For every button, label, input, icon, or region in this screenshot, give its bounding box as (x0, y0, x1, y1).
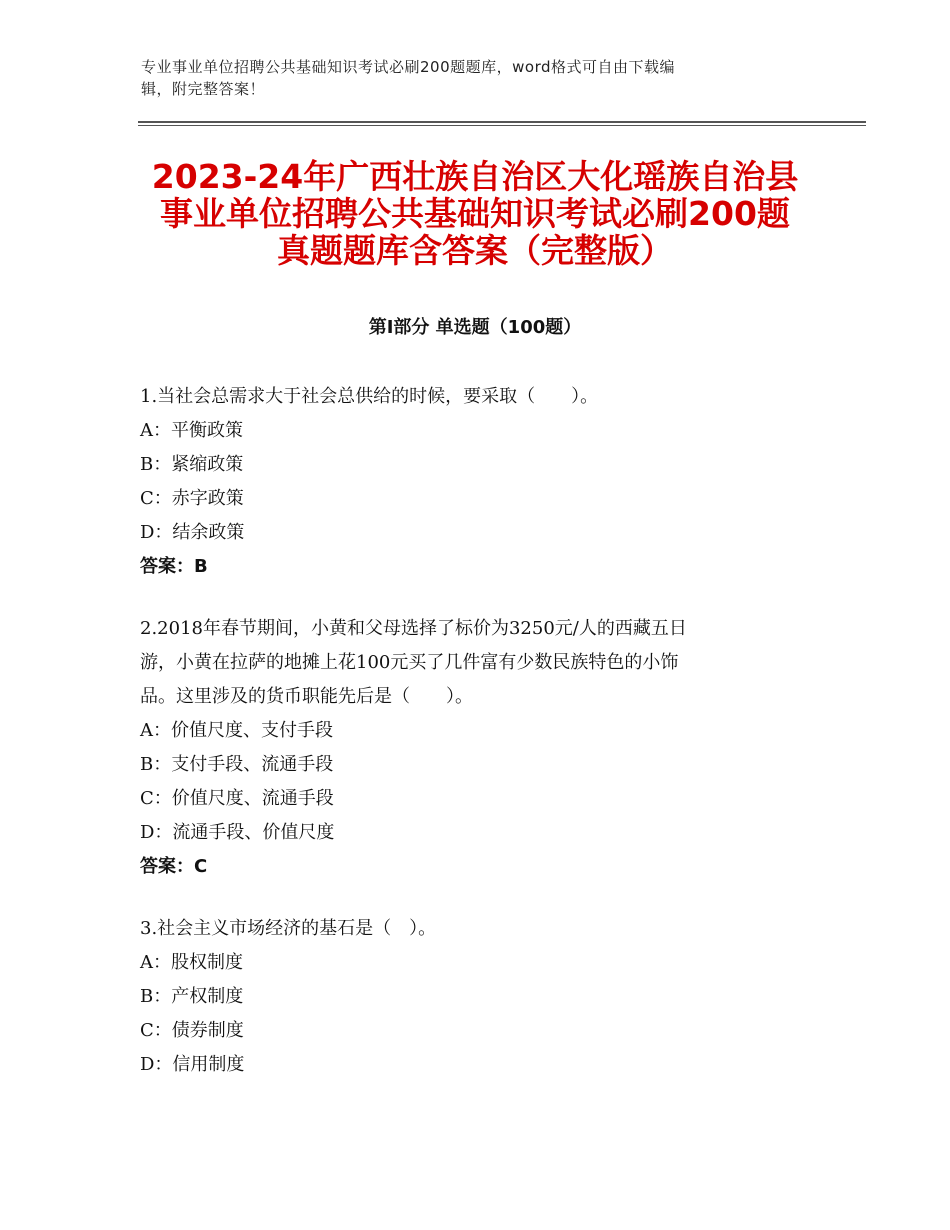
document-title (120, 158, 830, 269)
option-c: C：赤字政策 (140, 488, 244, 509)
answer-label: 答案：B (140, 556, 208, 577)
title-line: 事业单位招聘公共基础知识考试必刷200题 (160, 194, 790, 233)
title-line: 2023-24年广西壮族自治区大化瑶族自治县 (151, 157, 799, 196)
question-item (140, 912, 810, 1082)
answer-label: 答案：C (140, 856, 208, 877)
option-a: A：股权制度 (140, 952, 243, 973)
option-b: B：支付手段、流通手段 (140, 754, 334, 775)
option-c: C：价值尺度、流通手段 (140, 788, 334, 809)
option-d: D：结余政策 (140, 522, 245, 543)
option-d: D：信用制度 (140, 1054, 245, 1075)
option-c: C：债券制度 (140, 1020, 244, 1041)
option-a: A：价值尺度、支付手段 (140, 720, 333, 741)
question-item (140, 380, 810, 584)
question-stem: 3.社会主义市场经济的基石是（ ）。 (140, 918, 437, 939)
header-note (141, 56, 781, 100)
title-line: 真题题库含答案（完整版） (277, 231, 673, 270)
question-stem: 品。这里涉及的货币职能先后是（ ）。 (140, 686, 473, 707)
option-b: B：产权制度 (140, 986, 244, 1007)
option-b: B：紧缩政策 (140, 454, 244, 475)
question-stem: 2.2018年春节期间，小黄和父母选择了标价为3250元/人的西藏五日 (140, 618, 687, 639)
question-item (140, 612, 810, 884)
option-a: A：平衡政策 (140, 420, 243, 441)
question-stem: 游，小黄在拉萨的地摊上花100元买了几件富有少数民族特色的小饰 (140, 652, 679, 673)
header-divider-thin (138, 125, 866, 126)
header-divider (138, 121, 866, 123)
section-title: 第Ⅰ部分 单选题（100题） (368, 317, 582, 338)
option-d: D：流通手段、价值尺度 (140, 822, 335, 843)
question-list (140, 380, 810, 1110)
question-stem: 1.当社会总需求大于社会总供给的时候，要采取（ ）。 (140, 386, 599, 407)
header-note-line: 辑，附完整答案！ (141, 80, 266, 98)
header-note-line: 专业事业单位招聘公共基础知识考试必刷200题题库，word格式可自由下载编 (141, 58, 676, 76)
